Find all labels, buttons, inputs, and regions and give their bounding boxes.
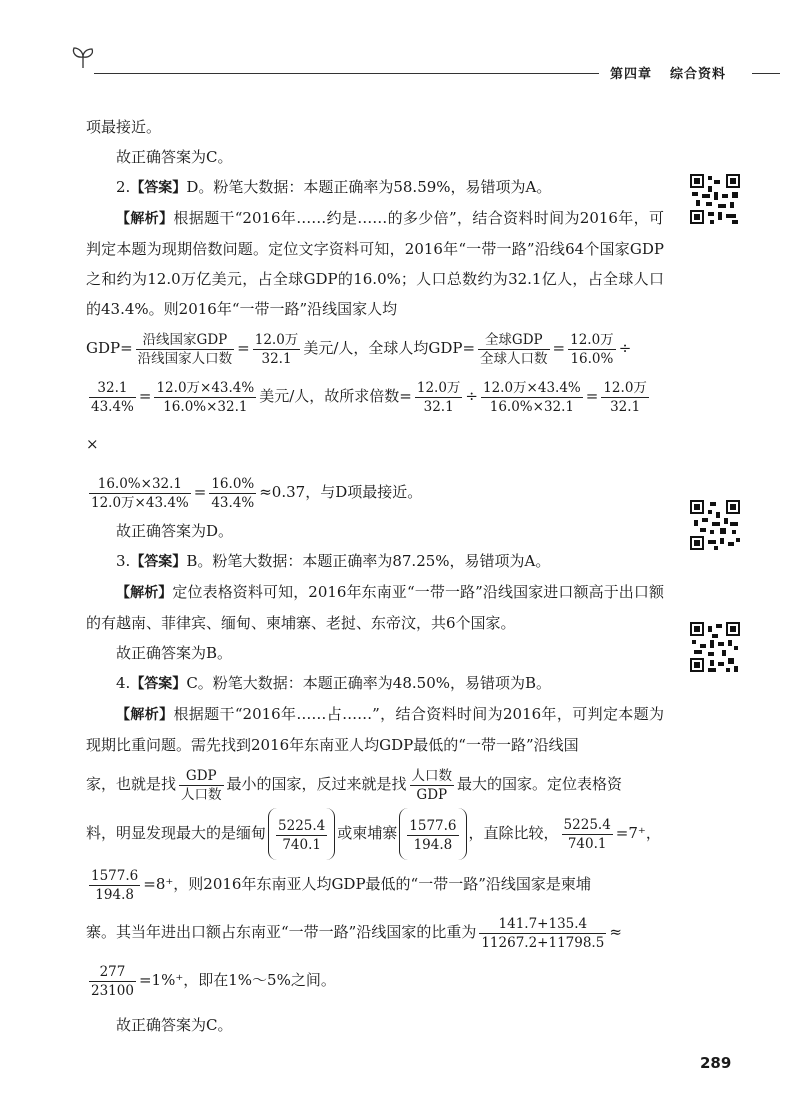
q3-conclusion: 故正确答案为B。 <box>116 644 233 662</box>
numerator: 32.1 <box>89 379 136 398</box>
q2-number: 2. <box>116 178 131 196</box>
denominator: 人口数 <box>181 786 222 803</box>
answer-label: 【答案】 <box>130 180 187 196</box>
formula-text: ≈ <box>609 923 622 941</box>
fraction <box>601 379 649 416</box>
denominator: 16.0% <box>570 350 614 367</box>
fraction <box>568 331 616 368</box>
numerator: 141.7+135.4 <box>479 915 606 934</box>
formula-text: = <box>552 339 566 357</box>
numerator: 沿线国家GDP <box>136 331 235 350</box>
numerator: 5225.4 <box>278 817 326 834</box>
q4-line-5 <box>86 956 664 1004</box>
answer-label: 【答案】 <box>130 554 187 570</box>
numerator: 16.0% <box>211 475 255 492</box>
qr-code-icon[interactable] <box>690 500 740 550</box>
q3-answer-text: B。粉笔大数据：本题正确率为87.25%，易错项为A。 <box>186 552 551 570</box>
q4-line-3 <box>86 860 664 908</box>
q4-analysis <box>86 699 664 760</box>
formula-text: =7⁺， <box>615 824 661 842</box>
denominator: 沿线国家人口数 <box>137 350 233 367</box>
numerator: 277 <box>89 963 136 982</box>
denominator: 740.1 <box>282 836 321 853</box>
q4-line-2 <box>86 808 664 860</box>
denominator: 43.4% <box>211 494 255 511</box>
qr-code-icon[interactable] <box>690 622 740 672</box>
numerator: 12.0万×43.4% <box>156 379 255 396</box>
denominator: 32.1 <box>261 350 292 367</box>
numerator: 16.0%×32.1 <box>89 475 191 494</box>
q4-number: 4. <box>116 674 131 692</box>
fraction <box>478 331 550 368</box>
fraction <box>154 379 256 416</box>
fraction <box>136 331 235 368</box>
answer-explanations <box>86 112 664 1040</box>
fraction <box>179 767 224 804</box>
formula-text: 或柬埔寨 <box>337 824 398 842</box>
numerator: GDP <box>179 767 224 786</box>
q4-answer <box>86 668 664 699</box>
fraction <box>410 767 455 804</box>
q2-answer <box>86 172 664 203</box>
denominator: 194.8 <box>413 836 453 853</box>
q2-analysis-text: 根据题干“2016年……约是……的多少倍”，结合资料时间为2016年，可判定本题为现期倍数问题。定位文字资料可知，2016年“一带一路”沿线64个国家GDP之和约为12.0万亿美元，占全球GDP的16.0%；人口总数约为32.1亿人，占全球人口的43.4%。则2016年“一带一路”沿线国家人均 <box>86 209 664 318</box>
q3-answer <box>86 546 664 577</box>
fraction <box>276 817 327 854</box>
q4-line-4 <box>86 908 664 956</box>
formula-text: × <box>86 435 99 453</box>
formula-text: ÷ <box>465 387 478 405</box>
denominator: GDP <box>416 786 448 803</box>
analysis-label: 【解析】 <box>116 707 174 723</box>
numerator: 12.0万 <box>416 379 461 396</box>
fraction <box>253 331 301 368</box>
fraction <box>89 963 136 1000</box>
q3-analysis <box>86 577 664 638</box>
chapter-label: 第四章 <box>610 67 653 82</box>
numerator: 5225.4 <box>563 816 611 833</box>
denominator: 12.0万×43.4% <box>91 494 189 511</box>
denominator: 23100 <box>91 982 134 999</box>
denominator: 740.1 <box>567 835 607 852</box>
formula-text: = <box>193 483 207 501</box>
fraction <box>89 475 191 512</box>
denominator: 16.0%×32.1 <box>163 398 248 415</box>
header-rule-tail <box>752 73 780 74</box>
fraction <box>407 817 458 854</box>
parentheses <box>399 808 466 860</box>
denominator: 16.0%×32.1 <box>489 398 575 415</box>
q2-conclusion: 故正确答案为D。 <box>116 522 234 540</box>
denominator: 32.1 <box>610 398 641 415</box>
formula-text: = <box>237 339 250 357</box>
fraction <box>415 379 463 416</box>
denominator: 43.4% <box>91 398 134 415</box>
running-header <box>610 63 744 82</box>
q4-answer-text: C。粉笔大数据：本题正确率为48.50%，易错项为B。 <box>186 674 552 692</box>
q2-answer-text: D。粉笔大数据：本题正确率为58.59%，易错项为A。 <box>186 178 552 196</box>
formula-text: 美元/人，全球人均GDP= <box>303 339 476 357</box>
q2-formula-line-1 <box>86 324 664 372</box>
q1-conclusion: 故正确答案为C。 <box>116 148 233 166</box>
formula-text: = <box>585 387 599 405</box>
fraction <box>562 816 613 853</box>
formula-text: ≈0.37，与D项最接近。 <box>259 483 423 501</box>
qr-code-icon[interactable] <box>690 174 740 224</box>
fraction <box>479 915 606 952</box>
fraction <box>89 379 136 416</box>
sprout-icon <box>70 44 96 70</box>
analysis-label: 【解析】 <box>116 585 173 601</box>
formula-text: =8⁺，则2016年东南亚人均GDP最低的“一带一路”沿线国家是柬埔 <box>143 875 591 893</box>
formula-text: =1%⁺，即在1%～5%之间。 <box>138 971 336 989</box>
answer-label: 【答案】 <box>130 676 187 692</box>
parentheses <box>268 808 335 860</box>
formula-text: GDP= <box>86 339 133 357</box>
chapter-title: 综合资料 <box>670 67 727 82</box>
denominator: 194.8 <box>95 886 134 903</box>
numerator: 1577.6 <box>91 867 139 884</box>
numerator: 1577.6 <box>409 817 457 834</box>
denominator: 32.1 <box>423 398 454 415</box>
q4-analysis-text: 根据题干“2016年……占……”，结合资料时间为2016年，可判定本题为现期比重问题。需先找到2016年东南亚人均GDP最低的“一带一路”沿线国 <box>86 705 665 754</box>
q2-analysis <box>86 203 664 324</box>
formula-text: ÷ <box>618 339 632 357</box>
q2-formula-line-2 <box>86 372 664 468</box>
formula-text: ，直除比较， <box>468 824 559 842</box>
numerator: 12.0万 <box>603 379 647 396</box>
page-number: 289 <box>700 1054 732 1072</box>
fraction <box>209 475 256 512</box>
continued-line: 项最接近。 <box>86 118 162 136</box>
formula-text: 寨。其当年进出口额占东南亚“一带一路”沿线国家的比重为 <box>86 923 477 941</box>
q3-analysis-text: 定位表格资料可知，2016年东南亚“一带一路”沿线国家进口额高于出口额的有越南、菲律宾、缅甸、柬埔寨、老挝、东帝汶，共6个国家。 <box>86 583 665 632</box>
analysis-label: 【解析】 <box>116 211 174 227</box>
numerator: 全球GDP <box>478 331 550 350</box>
formula-text: 最小的国家，反过来就是找 <box>226 775 407 793</box>
q4-line-1 <box>86 760 664 808</box>
denominator: 全球人口数 <box>480 350 548 367</box>
fraction <box>481 379 583 416</box>
formula-text: 家，也就是找 <box>86 775 177 793</box>
q2-formula-line-3 <box>86 468 664 516</box>
formula-text: 美元/人，故所求倍数= <box>259 387 412 405</box>
numerator: 12.0万 <box>570 331 614 348</box>
formula-text: 料，明显发现最大的是缅甸 <box>86 824 267 842</box>
numerator: 12.0万×43.4% <box>483 379 581 396</box>
q4-conclusion: 故正确答案为C。 <box>116 1016 233 1034</box>
fraction <box>89 867 140 904</box>
numerator: 人口数 <box>411 767 453 784</box>
denominator: 11267.2+11798.5 <box>481 934 605 951</box>
formula-text: = <box>138 387 152 405</box>
formula-text: 最大的国家。定位表格资 <box>457 775 623 793</box>
header-rule <box>94 73 599 74</box>
q3-number: 3. <box>116 552 131 570</box>
numerator: 12.0万 <box>254 331 299 348</box>
